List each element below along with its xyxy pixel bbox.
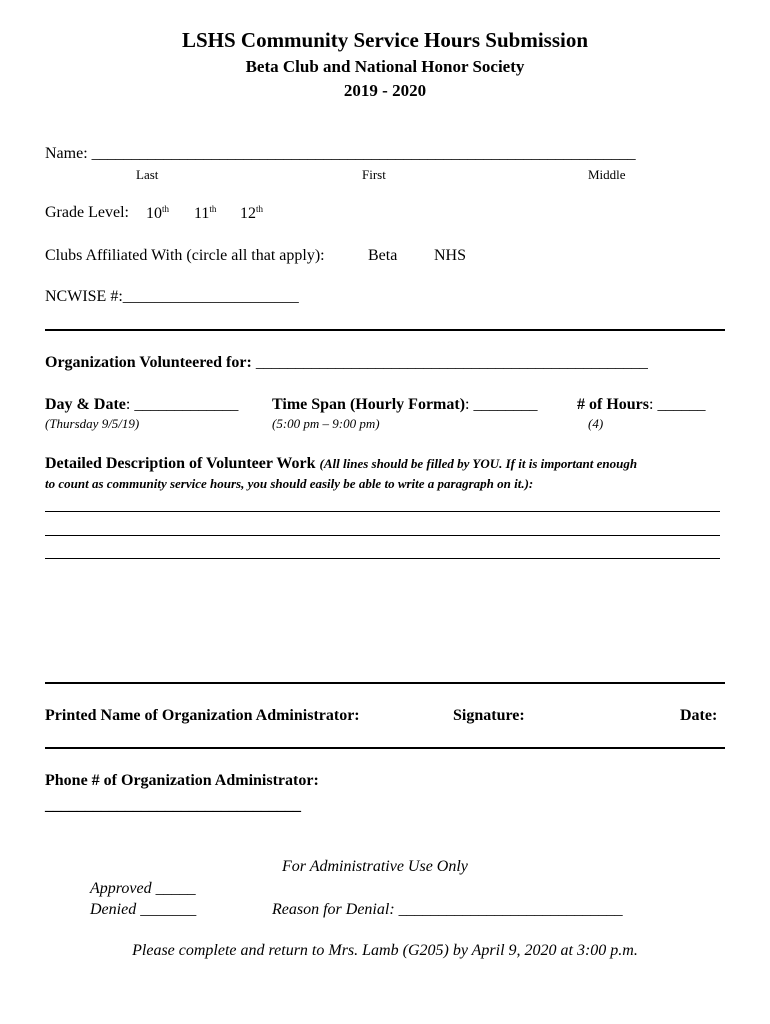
clubs-label: Clubs Affiliated With (circle all that apply): — [45, 247, 325, 264]
admin-signature-line[interactable] — [45, 682, 725, 684]
section-divider — [45, 329, 725, 331]
date-label: Date: — [680, 707, 718, 724]
return-instructions: Please complete and return to Mrs. Lamb (G205) by April 9, 2020 at 3:00 p.m. — [132, 942, 638, 959]
organization-field[interactable]: Organization Volunteered for: _________________________________________________ — [45, 354, 648, 371]
time-span-example: (5:00 pm – 9:00 pm) — [272, 416, 380, 431]
hours-example: (4) — [588, 416, 604, 431]
club-option-beta[interactable]: Beta — [368, 247, 398, 264]
description-note: to count as community service hours, you should easily be able to write a paragraph on it.): — [45, 476, 534, 491]
grade-option-12[interactable]: 12th — [240, 204, 264, 222]
name-last-caption: Last — [136, 167, 159, 182]
hours-field[interactable]: # of Hours: ______ — [577, 396, 706, 413]
phone-label: Phone # of Organization Administrator: — [45, 772, 319, 789]
printed-name-label: Printed Name of Organization Administrator: — [45, 707, 360, 724]
denial-reason-field[interactable]: Reason for Denial: ____________________________ — [272, 901, 623, 918]
admin-use-heading: For Administrative Use Only — [282, 858, 468, 875]
form-title: LSHS Community Service Hours Submission — [181, 28, 589, 52]
day-date-example: (Thursday 9/5/19) — [45, 416, 140, 431]
day-date-field[interactable]: Day & Date: _____________ — [45, 396, 239, 413]
description-line-3[interactable] — [45, 558, 720, 559]
signature-label: Signature: — [453, 707, 525, 724]
form-year: 2019 - 2020 — [343, 81, 427, 100]
description-heading: Detailed Description of Volunteer Work (All lines should be filled by YOU. If it is important enough — [45, 455, 638, 472]
time-span-field[interactable]: Time Span (Hourly Format): ________ — [272, 396, 538, 413]
approved-field[interactable]: Approved _____ — [90, 880, 196, 897]
name-middle-caption: Middle — [588, 167, 626, 182]
description-line-1[interactable] — [45, 511, 720, 512]
name-field[interactable]: Name: ____________________________________________________________________ — [45, 145, 636, 162]
description-line-2[interactable] — [45, 535, 720, 536]
grade-level-label: Grade Level: — [45, 204, 129, 221]
organization-label: Organization Volunteered for: — [45, 354, 252, 371]
name-first-caption: First — [362, 167, 386, 182]
club-option-nhs[interactable]: NHS — [434, 247, 467, 264]
phone-field[interactable]: ________________________________ — [45, 797, 301, 814]
grade-option-10[interactable]: 10th — [146, 204, 170, 222]
form-subtitle: Beta Club and National Honor Society — [245, 57, 525, 76]
denied-field[interactable]: Denied _______ — [90, 901, 197, 918]
ncwise-field[interactable]: NCWISE #:______________________ — [45, 288, 299, 305]
section-divider-2 — [45, 747, 725, 749]
grade-option-11[interactable]: 11th — [194, 204, 217, 222]
